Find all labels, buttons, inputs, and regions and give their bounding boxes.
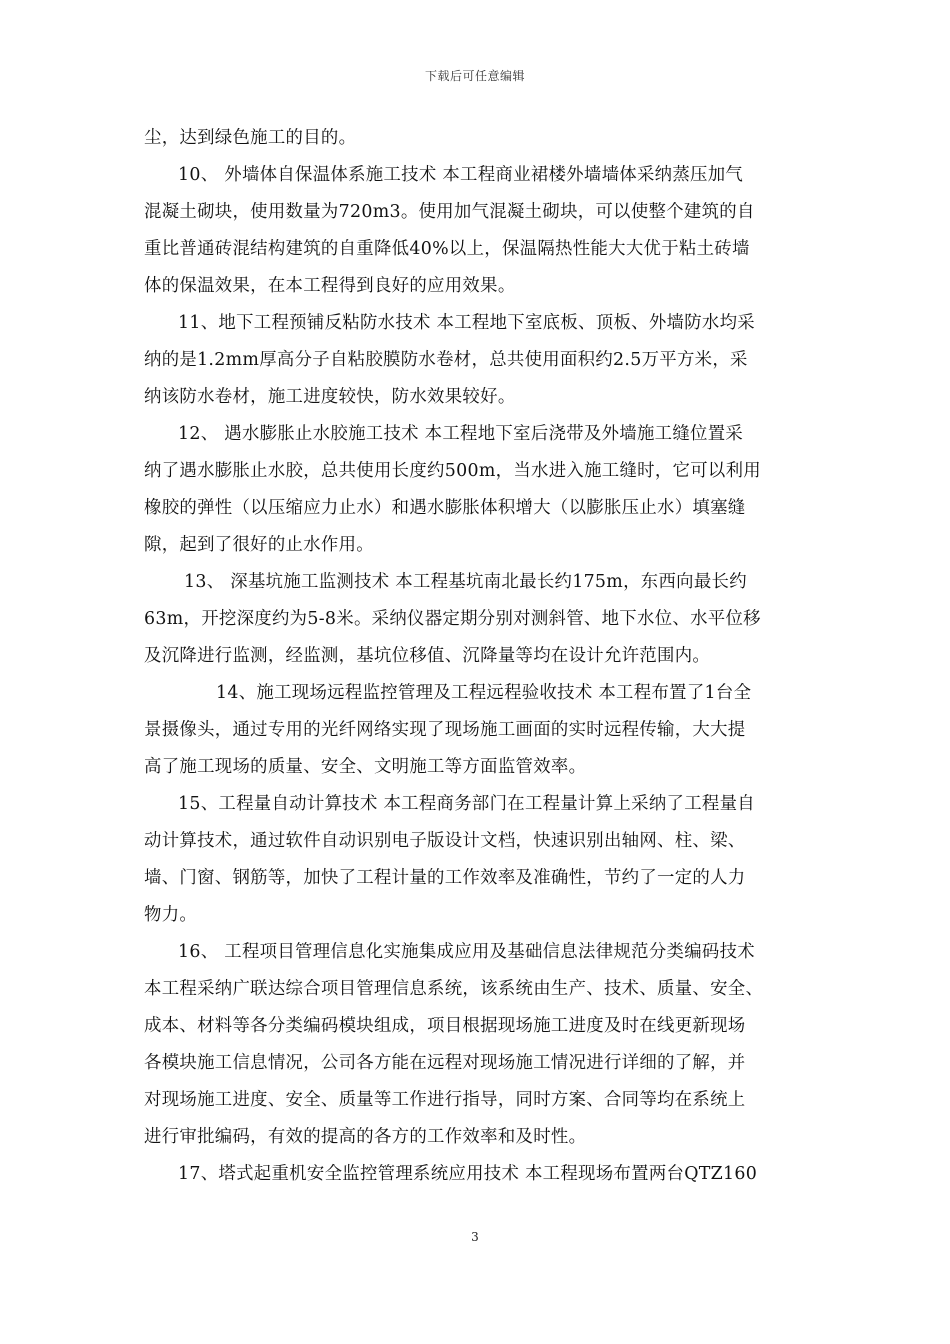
text-line: 17、塔式起重机安全监控管理系统应用技术 本工程现场布置两台QTZ160: [178, 1164, 758, 1184]
text-line: 尘，达到绿色施工的目的。: [144, 128, 357, 148]
text-line: 高了施工现场的质量、安全、文明施工等方面监管效率。: [144, 757, 587, 777]
text-line: 纳的是1.2mm厚高分子自粘胶膜防水卷材，总共使用面积约2.5万平方米，采: [144, 350, 748, 370]
text-line: 11、地下工程预铺反粘防水技术 本工程地下室底板、顶板、外墙防水均采: [178, 313, 755, 333]
document-body: [144, 120, 816, 1193]
text-line: 16、 工程项目管理信息化实施集成应用及基础信息法律规范分类编码技术: [178, 942, 755, 962]
text-line: 63m，开挖深度约为5-8米。采纳仪器定期分别对测斜管、地下水位、水平位移: [144, 609, 761, 629]
text-line: 本工程采纳广联达综合项目管理信息系统，该系统由生产、技术、质量、安全、: [144, 979, 764, 999]
page-header: 下载后可任意编辑: [424, 69, 525, 83]
text-line: 13、 深基坑施工监测技术 本工程基坑南北最长约175m，东西向最长约: [184, 572, 747, 592]
text-line: 纳了遇水膨胀止水胶，总共使用长度约500m，当水进入施工缝时，它可以利用: [144, 461, 761, 481]
page-number: 3: [471, 1230, 479, 1244]
text-line: 进行审批编码，有效的提高的各方的工作效率和及时性。: [144, 1127, 587, 1147]
text-line: 景摄像头，通过专用的光纤网络实现了现场施工画面的实时远程传输，大大提: [144, 720, 746, 740]
text-line: 12、 遇水膨胀止水胶施工技术 本工程地下室后浇带及外墙施工缝位置采: [178, 424, 744, 444]
text-line: 物力。: [144, 905, 198, 925]
text-line: 成本、材料等各分类编码模块组成，项目根据现场施工进度及时在线更新现场: [144, 1016, 746, 1036]
text-line: 混凝土砌块，使用数量为720m3。使用加气混凝土砌块，可以使整个建筑的自: [144, 202, 755, 222]
text-line: 纳该防水卷材，施工进度较快，防水效果较好。: [144, 387, 516, 407]
text-line: 橡胶的弹性（以压缩应力止水）和遇水膨胀体积增大（以膨胀压止水）填塞缝: [144, 498, 746, 518]
text-line: 对现场施工进度、安全、质量等工作进行指导，同时方案、合同等均在系统上: [144, 1090, 746, 1110]
text-line: 及沉降进行监测，经监测，基坑位移值、沉降量等均在设计允许范围内。: [144, 646, 711, 666]
text-line: 10、 外墙体自保温体系施工技术 本工程商业裙楼外墙墙体采纳蒸压加气: [178, 165, 744, 185]
text-line: 墙、门窗、钢筋等，加快了工程计量的工作效率及准确性，节约了一定的人力: [144, 868, 746, 888]
text-line: 体的保温效果，在本工程得到良好的应用效果。: [144, 276, 516, 296]
text-line: 15、工程量自动计算技术 本工程商务部门在工程量计算上采纳了工程量自: [178, 794, 755, 814]
text-line: 动计算技术，通过软件自动识别电子版设计文档，快速识别出轴网、柱、梁、: [144, 831, 746, 851]
text-line: 重比普通砖混结构建筑的自重降低40%以上，保温隔热性能大大优于粘土砖墙: [144, 239, 750, 259]
text-line: 14、施工现场远程监控管理及工程远程验收技术 本工程布置了1台全: [216, 683, 752, 703]
text-line: 各模块施工信息情况，公司各方能在远程对现场施工情况进行详细的了解，并: [144, 1053, 746, 1073]
text-line: 隙，起到了很好的止水作用。: [144, 535, 374, 555]
